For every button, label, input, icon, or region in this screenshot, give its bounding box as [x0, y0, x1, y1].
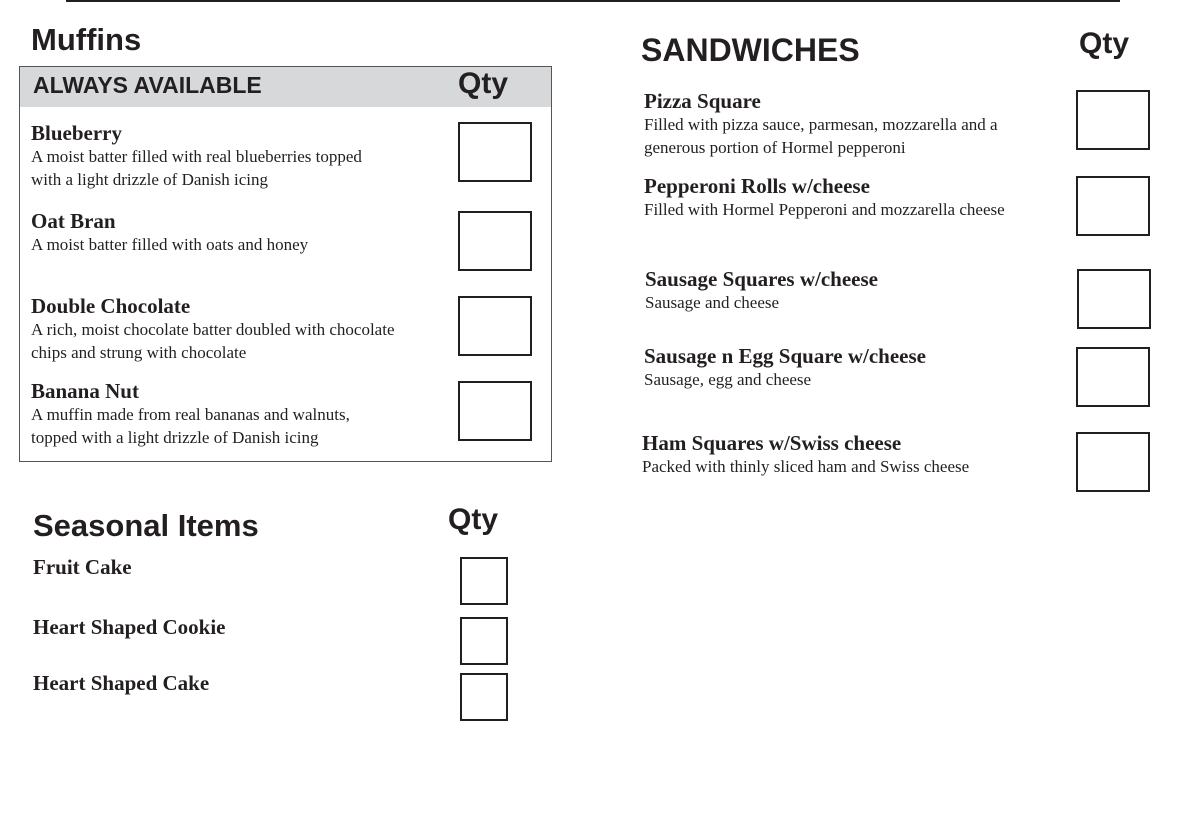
qty-box-heart-shaped-cake[interactable]: [460, 673, 508, 721]
sandwiches-title: SANDWICHES: [641, 32, 860, 68]
qty-box-heart-shaped-cookie[interactable]: [460, 617, 508, 665]
menu-item-banana-nut: [31, 379, 350, 449]
qty-label-seasonal: Qty: [448, 503, 499, 536]
item-desc-line: Sausage and cheese: [645, 293, 780, 312]
menu-item-oat-bran: [31, 209, 308, 256]
qty-box-sausage-n-egg-square[interactable]: [1076, 347, 1150, 407]
menu-item-sausage-n-egg-square: [644, 344, 926, 391]
item-desc-line: A muffin made from real bananas and walnuts,: [31, 405, 350, 424]
qty-box-pepperoni-rolls[interactable]: [1076, 176, 1150, 236]
always-available-box: [19, 66, 552, 462]
menu-item-blueberry: [31, 121, 362, 191]
item-name: Sausage n Egg Square w/cheese: [644, 344, 926, 368]
item-name: Pizza Square: [644, 89, 761, 113]
muffins-title: Muffins: [31, 22, 142, 57]
item-name: Banana Nut: [31, 379, 139, 403]
qty-box-fruit-cake[interactable]: [460, 557, 508, 605]
menu-item-fruit-cake: [33, 555, 132, 579]
menu-item-sausage-squares: [645, 267, 878, 314]
item-desc-line: Packed with thinly sliced ham and Swiss cheese: [642, 457, 970, 476]
always-available-band: [20, 67, 551, 107]
seasonal-title: Seasonal Items: [33, 508, 259, 543]
item-desc-line: Sausage, egg and cheese: [644, 370, 812, 389]
menu-item-double-chocolate: [31, 294, 395, 364]
item-name: Double Chocolate: [31, 294, 191, 318]
qty-box-pizza-square[interactable]: [1076, 90, 1150, 150]
item-name: Pepperoni Rolls w/cheese: [644, 174, 870, 198]
item-name: Fruit Cake: [33, 555, 132, 579]
item-name: Heart Shaped Cake: [33, 671, 210, 695]
qty-box-oat-bran[interactable]: [458, 211, 532, 271]
menu-item-heart-shaped-cookie: [33, 615, 226, 639]
item-name: Sausage Squares w/cheese: [645, 267, 878, 291]
qty-box-blueberry[interactable]: [458, 122, 532, 182]
item-desc-line: Filled with Hormel Pepperoni and mozzarella cheese: [644, 200, 1005, 219]
qty-box-double-chocolate[interactable]: [458, 296, 532, 356]
item-name: Ham Squares w/Swiss cheese: [642, 431, 902, 455]
item-desc-line: with a light drizzle of Danish icing: [31, 170, 268, 189]
always-available-label: ALWAYS AVAILABLE: [33, 72, 262, 98]
item-name: Heart Shaped Cookie: [33, 615, 226, 639]
item-desc-line: topped with a light drizzle of Danish icing: [31, 428, 319, 447]
qty-box-ham-squares[interactable]: [1076, 432, 1150, 492]
menu-item-pepperoni-rolls: [644, 174, 1005, 221]
top-rule: [66, 0, 1120, 2]
qty-label-muffins: Qty: [458, 67, 509, 100]
item-desc-line: A moist batter filled with oats and honey: [31, 235, 309, 254]
menu-item-pizza-square: [644, 89, 998, 159]
item-desc-line: A rich, moist chocolate batter doubled with chocolate: [31, 320, 395, 339]
menu-item-heart-shaped-cake: [33, 671, 209, 695]
menu-item-ham-squares: [642, 431, 969, 478]
item-desc-line: generous portion of Hormel pepperoni: [644, 138, 906, 157]
item-desc-line: chips and strung with chocolate: [31, 343, 247, 362]
qty-box-sausage-squares[interactable]: [1077, 269, 1151, 329]
item-name: Blueberry: [31, 121, 122, 145]
qty-box-banana-nut[interactable]: [458, 381, 532, 441]
qty-label-sandwiches: Qty: [1079, 27, 1130, 60]
item-desc-line: Filled with pizza sauce, parmesan, mozzarella and a: [644, 115, 998, 134]
item-desc-line: A moist batter filled with real blueberries topped: [31, 147, 362, 166]
item-name: Oat Bran: [31, 209, 116, 233]
